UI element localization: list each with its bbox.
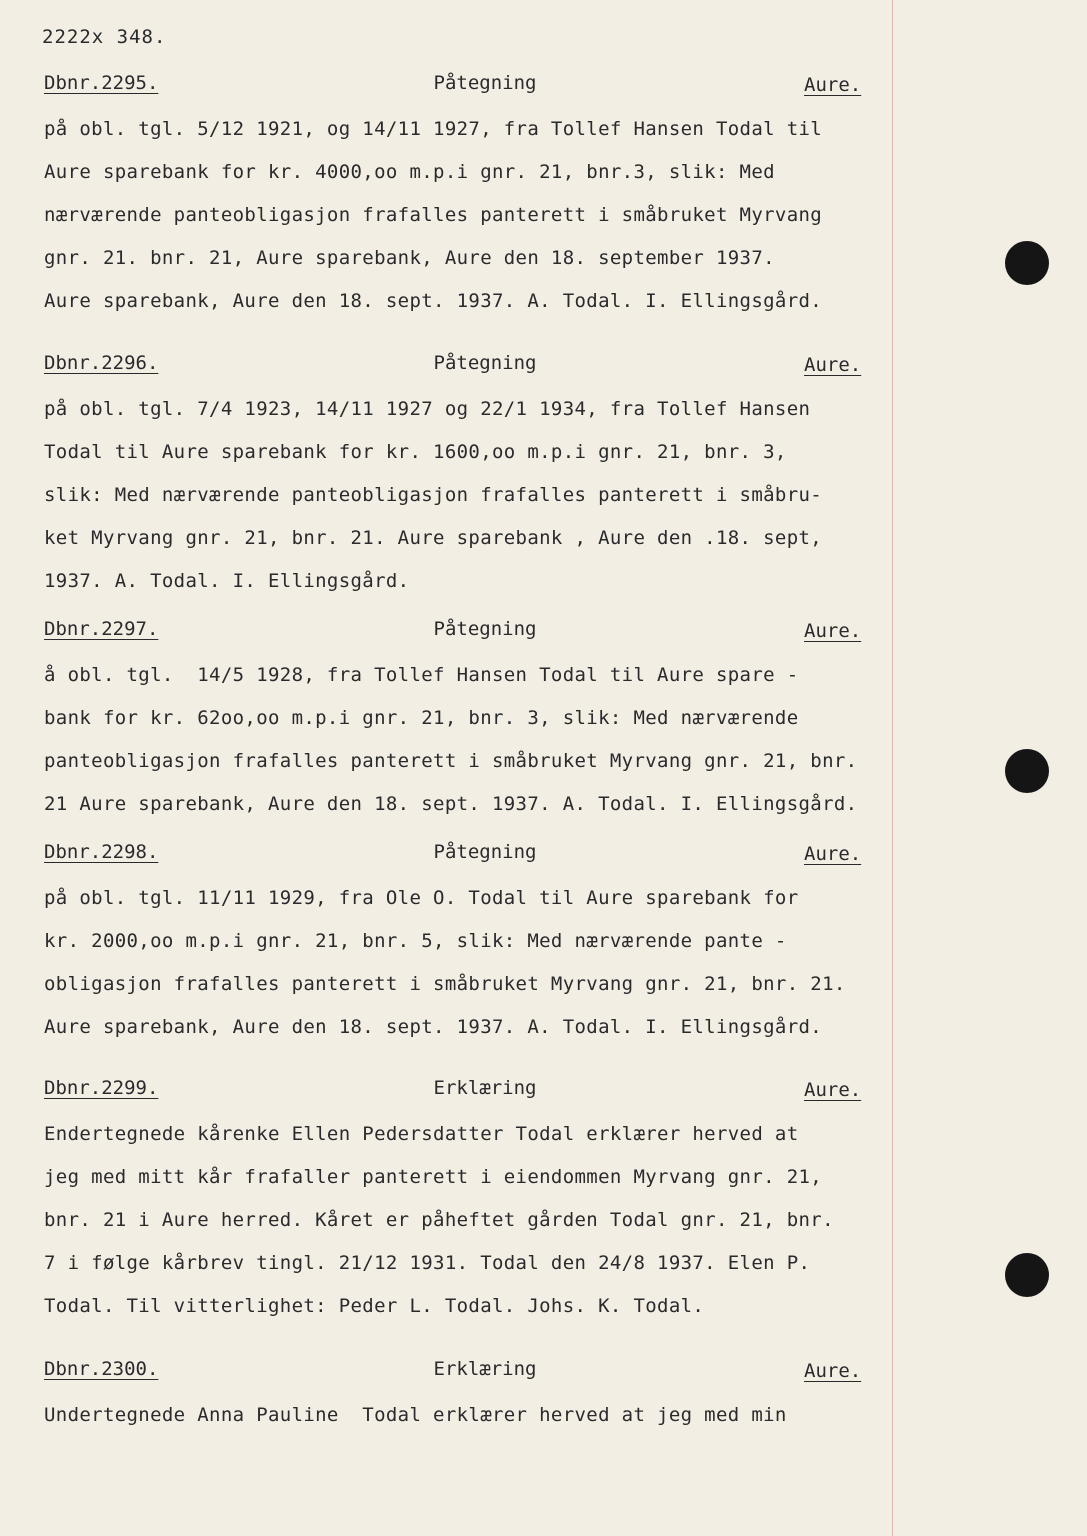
entry-place: Aure.	[804, 1360, 862, 1382]
dbnr-label: Dbnr.2300.	[44, 1358, 159, 1380]
entry-header	[0, 72, 940, 108]
entry-header	[0, 352, 940, 388]
text-line: å obl. tgl. 14/5 1928, fra Tollef Hansen Todal til Aure spare -	[44, 664, 799, 686]
punch-hole	[1005, 749, 1049, 793]
entry-2295	[0, 72, 940, 323]
text-line: ket Myrvang gnr. 21, bnr. 21. Aure sparebank , Aure den .18. sept,	[44, 527, 823, 549]
dbnr-label: Dbnr.2295.	[44, 72, 159, 94]
text-line: 1937. A. Todal. I. Ellingsgård.	[44, 570, 410, 592]
entry-type: Påtegning	[433, 352, 537, 374]
text-line: nærværende panteobligasjon frafalles panterett i småbruket Myrvang	[44, 204, 823, 226]
entry-type: Påtegning	[433, 841, 537, 863]
entry-type: Påtegning	[433, 72, 537, 94]
entry-2296	[0, 352, 940, 603]
text-line: Todal. Til vitterlighet: Peder L. Todal. Johs. K. Todal.	[44, 1295, 705, 1317]
entry-2299	[0, 1077, 940, 1328]
text-line: 7 i følge kårbrev tingl. 21/12 1931. Todal den 24/8 1937. Elen P.	[44, 1252, 811, 1274]
text-line: panteobligasjon frafalles panterett i småbruket Myrvang gnr. 21, bnr.	[44, 750, 858, 772]
text-line: kr. 2000,oo m.p.i gnr. 21, bnr. 5, slik: Med nærværende pante -	[44, 930, 787, 952]
punch-hole	[1005, 1253, 1049, 1297]
entry-header	[0, 841, 940, 877]
entry-type: Erklæring	[433, 1358, 537, 1380]
text-line: Aure sparebank, Aure den 18. sept. 1937. A. Todal. I. Ellingsgård.	[44, 290, 823, 312]
text-line: jeg med mitt kår frafaller panterett i eiendommen Myrvang gnr. 21,	[44, 1166, 823, 1188]
text-line: obligasjon frafalles panterett i småbruket Myrvang gnr. 21, bnr. 21.	[44, 973, 846, 995]
entry-header	[0, 1077, 940, 1113]
entry-2297	[0, 618, 940, 826]
entry-type: Påtegning	[433, 618, 537, 640]
entry-place: Aure.	[804, 354, 862, 376]
entry-2300	[0, 1358, 940, 1437]
dbnr-label: Dbnr.2298.	[44, 841, 159, 863]
text-line: gnr. 21. bnr. 21, Aure sparebank, Aure den 18. september 1937.	[44, 247, 775, 269]
punch-hole	[1005, 241, 1049, 285]
text-line: på obl. tgl. 11/11 1929, fra Ole O. Todal til Aure sparebank for	[44, 887, 799, 909]
dbnr-label: Dbnr.2299.	[44, 1077, 159, 1099]
entry-header	[0, 618, 940, 654]
text-line: Aure sparebank for kr. 4000,oo m.p.i gnr. 21, bnr.3, slik: Med	[44, 161, 775, 183]
text-line: bnr. 21 i Aure herred. Kåret er påheftet gården Todal gnr. 21, bnr.	[44, 1209, 834, 1231]
entry-place: Aure.	[804, 620, 862, 642]
entry-header	[0, 1358, 940, 1394]
text-line: slik: Med nærværende panteobligasjon frafalles panterett i småbru-	[44, 484, 823, 506]
dbnr-label: Dbnr.2296.	[44, 352, 159, 374]
text-line: bank for kr. 62oo,oo m.p.i gnr. 21, bnr. 3, slik: Med nærværende	[44, 707, 799, 729]
text-line: Aure sparebank, Aure den 18. sept. 1937. A. Todal. I. Ellingsgård.	[44, 1016, 823, 1038]
text-line: Undertegnede Anna Pauline Todal erklærer herved at jeg med min	[44, 1404, 787, 1426]
dbnr-label: Dbnr.2297.	[44, 618, 159, 640]
page-number: 2222x 348.	[42, 26, 167, 48]
text-line: 21 Aure sparebank, Aure den 18. sept. 1937. A. Todal. I. Ellingsgård.	[44, 793, 858, 815]
text-line: Endertegnede kårenke Ellen Pedersdatter Todal erklærer herved at	[44, 1123, 799, 1145]
entry-type: Erklæring	[433, 1077, 537, 1099]
text-line: på obl. tgl. 5/12 1921, og 14/11 1927, fra Tollef Hansen Todal til	[44, 118, 823, 140]
text-line: Todal til Aure sparebank for kr. 1600,oo m.p.i gnr. 21, bnr. 3,	[44, 441, 787, 463]
entry-place: Aure.	[804, 1079, 862, 1101]
entry-place: Aure.	[804, 74, 862, 96]
entry-place: Aure.	[804, 843, 862, 865]
entry-2298	[0, 841, 940, 1049]
text-line: på obl. tgl. 7/4 1923, 14/11 1927 og 22/1 1934, fra Tollef Hansen	[44, 398, 811, 420]
